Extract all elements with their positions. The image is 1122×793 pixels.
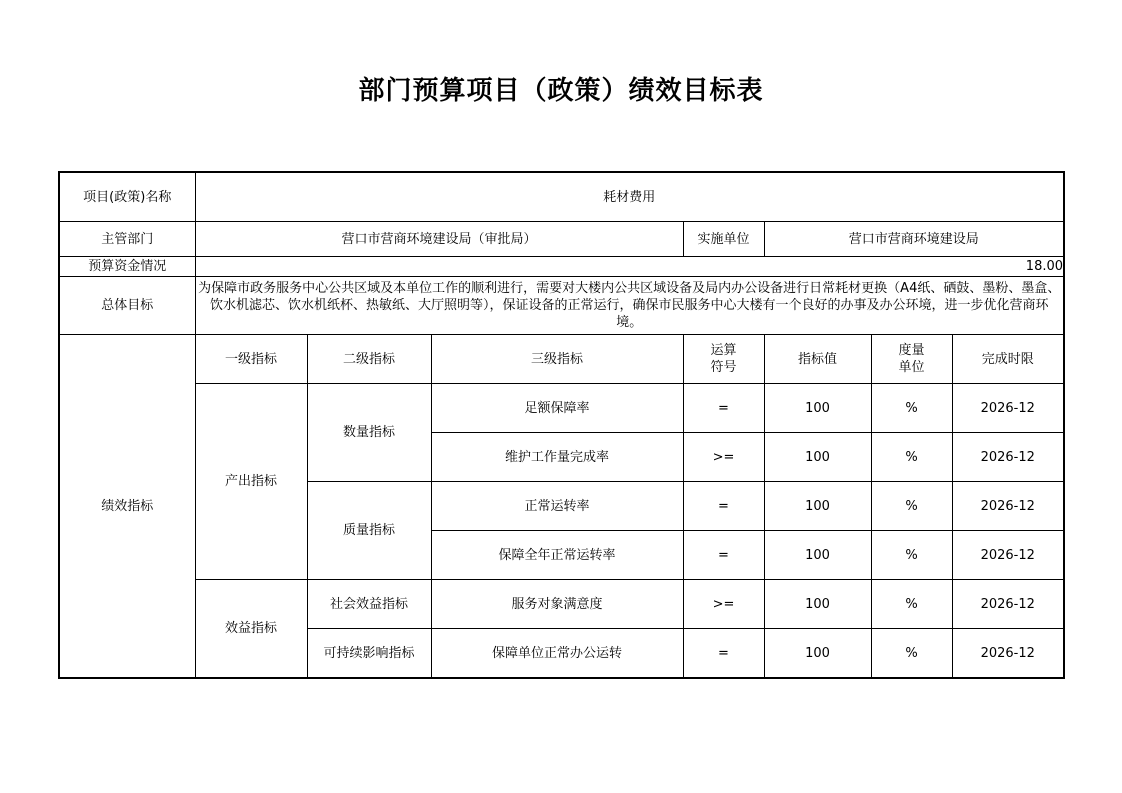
funding-label: 预算资金情况 [59, 257, 195, 277]
level1-output: 产出指标 [195, 384, 307, 580]
operator-cell: >= [683, 433, 764, 482]
value-cell: 100 [764, 629, 871, 679]
level3-cell: 正常运转率 [431, 482, 683, 531]
level3-cell: 足额保障率 [431, 384, 683, 433]
goal-text: 为保障市政务服务中心公共区域及本单位工作的顺利进行，需要对大楼内公共区域设备及局内办公设备进行日常耗材更换（A4纸、硒鼓、墨粉、墨盒、饮水机滤芯、饮水机纸杯、热敏纸、大厅照明等），保证设备的正常运行，确保市民服务中心大楼有一个良好的办事及办公环境，进一步优化营商环境。 [195, 277, 1064, 335]
unit-cell: % [871, 580, 952, 629]
implementing-unit-label: 实施单位 [683, 222, 764, 257]
performance-label: 绩效指标 [59, 335, 195, 679]
department-value: 营口市营商环境建设局（审批局） [195, 222, 683, 257]
unit-cell: % [871, 433, 952, 482]
deadline-cell: 2026-12 [952, 531, 1064, 580]
operator-cell: = [683, 629, 764, 679]
table-row [59, 580, 1064, 629]
unit-cell: % [871, 482, 952, 531]
deadline-cell: 2026-12 [952, 482, 1064, 531]
level3-cell: 保障单位正常办公运转 [431, 629, 683, 679]
level2-social-benefit: 社会效益指标 [307, 580, 431, 629]
header-level3: 三级指标 [431, 335, 683, 384]
deadline-cell: 2026-12 [952, 384, 1064, 433]
unit-cell: % [871, 629, 952, 679]
deadline-cell: 2026-12 [952, 629, 1064, 679]
level1-benefit: 效益指标 [195, 580, 307, 679]
value-cell: 100 [764, 482, 871, 531]
department-row [59, 222, 1064, 257]
level3-cell: 服务对象满意度 [431, 580, 683, 629]
funding-row [59, 257, 1064, 277]
operator-cell: = [683, 531, 764, 580]
header-level2: 二级指标 [307, 335, 431, 384]
goal-row [59, 277, 1064, 335]
page-title: 部门预算项目（政策）绩效目标表 [358, 76, 764, 106]
unit-cell: % [871, 384, 952, 433]
value-cell: 100 [764, 531, 871, 580]
unit-cell: % [871, 531, 952, 580]
header-unit: 度量 单位 [871, 335, 952, 384]
header-value: 指标值 [764, 335, 871, 384]
project-name-value: 耗材费用 [195, 172, 1064, 222]
level2-quality: 质量指标 [307, 482, 431, 580]
value-cell: 100 [764, 580, 871, 629]
performance-target-table [58, 171, 1065, 679]
header-deadline: 完成时限 [952, 335, 1064, 384]
level2-quantity: 数量指标 [307, 384, 431, 482]
deadline-cell: 2026-12 [952, 580, 1064, 629]
department-label: 主管部门 [59, 222, 195, 257]
operator-cell: >= [683, 580, 764, 629]
operator-cell: = [683, 384, 764, 433]
table-row [59, 384, 1064, 433]
project-name-row [59, 172, 1064, 222]
level2-sustainable-impact: 可持续影响指标 [307, 629, 431, 679]
level3-cell: 维护工作量完成率 [431, 433, 683, 482]
value-cell: 100 [764, 384, 871, 433]
funding-value: 18.00 [195, 257, 1064, 277]
goal-label: 总体目标 [59, 277, 195, 335]
level3-cell: 保障全年正常运转率 [431, 531, 683, 580]
value-cell: 100 [764, 433, 871, 482]
implementing-unit-value: 营口市营商环境建设局 [764, 222, 1064, 257]
deadline-cell: 2026-12 [952, 433, 1064, 482]
project-name-label: 项目(政策)名称 [59, 172, 195, 222]
header-level1: 一级指标 [195, 335, 307, 384]
indicator-header-row [59, 335, 1064, 384]
header-operator: 运算 符号 [683, 335, 764, 384]
operator-cell: = [683, 482, 764, 531]
